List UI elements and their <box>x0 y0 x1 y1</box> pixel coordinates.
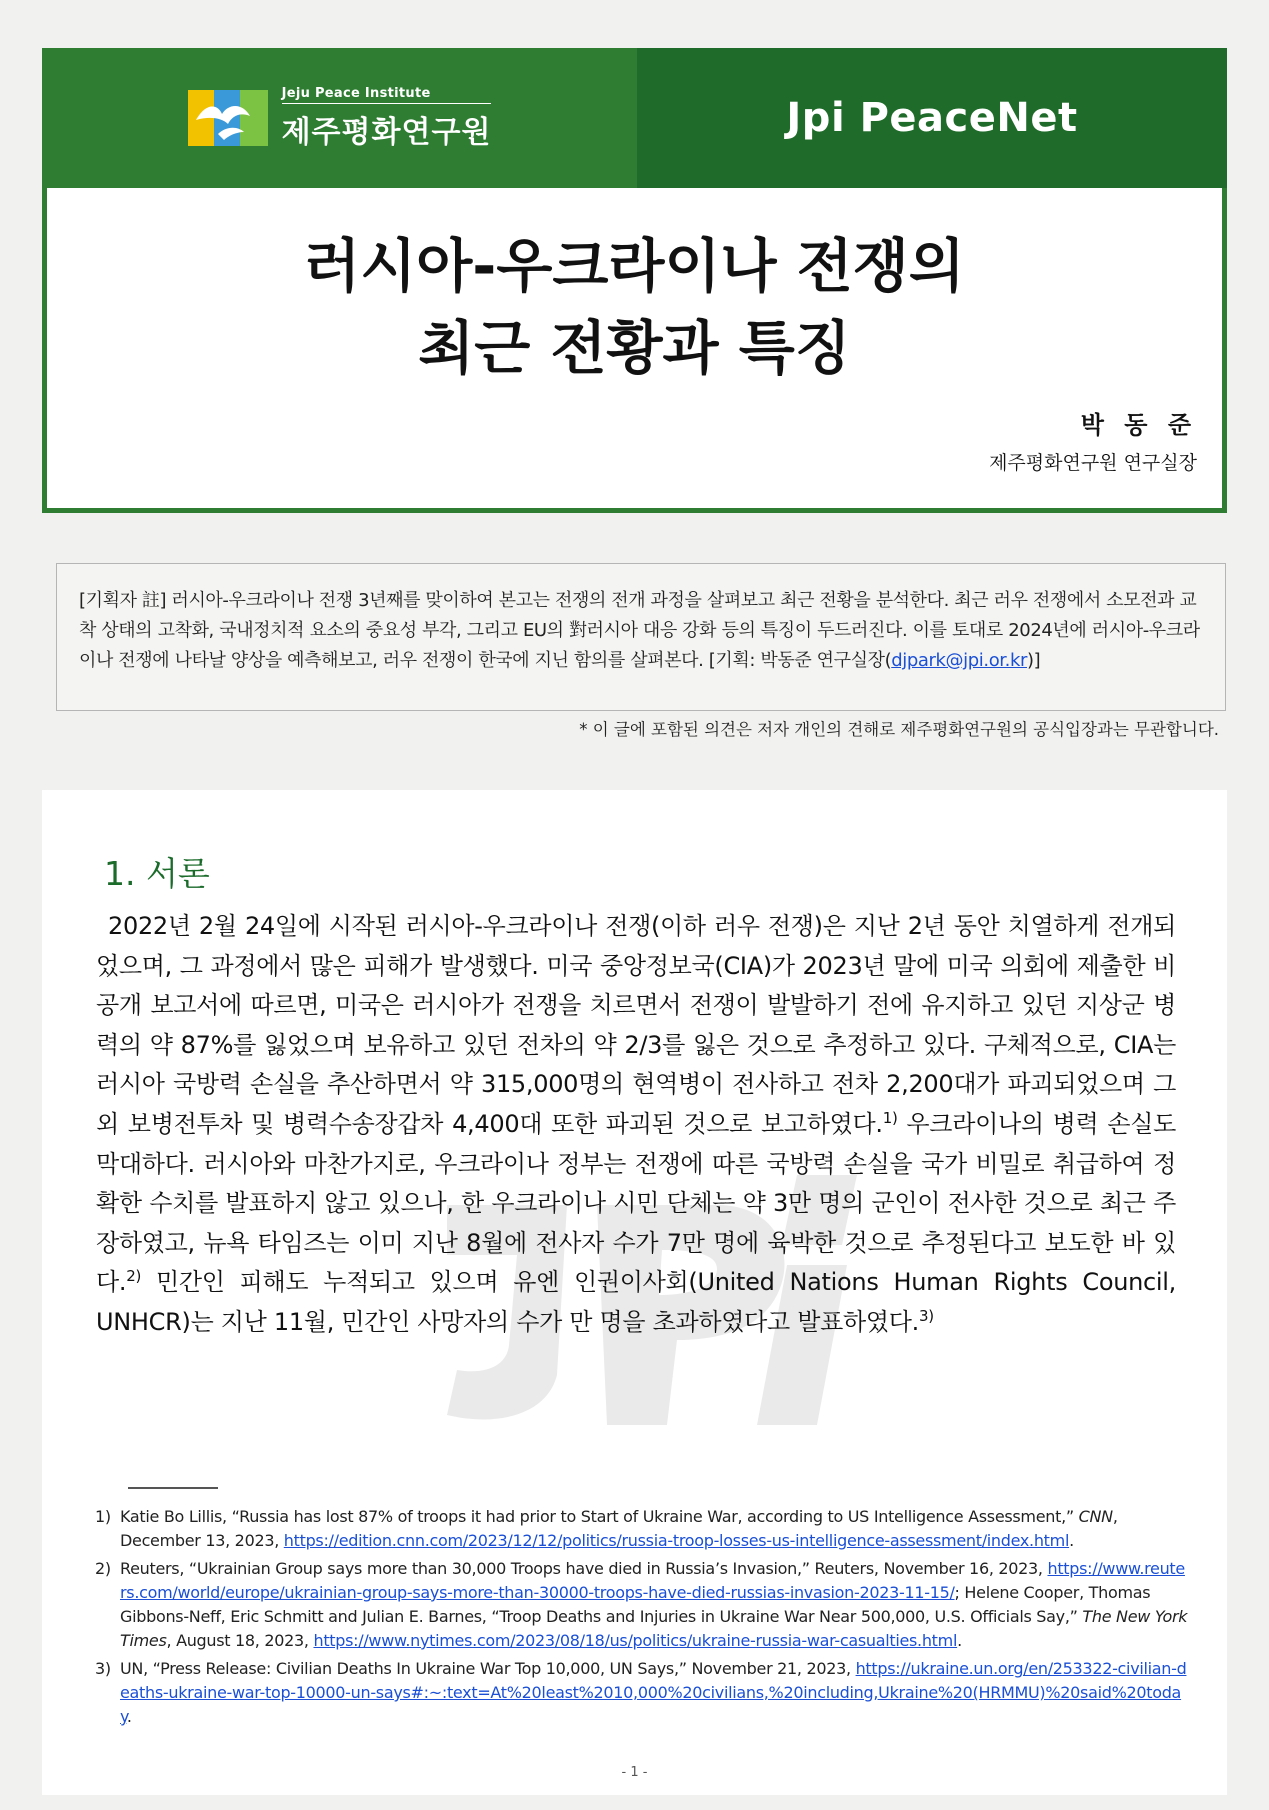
institute-name-en: Jeju Peace Institute <box>282 86 492 104</box>
footnote-item <box>95 1657 1190 1729</box>
footnote-source: The New York Times <box>120 1607 1188 1650</box>
footnote-item <box>95 1557 1190 1653</box>
footnote-link[interactable]: https://ukraine.un.org/en/253322-civilian-deaths-ukraine-war-top-10000-un-says#:~:text=At%20least%2010,000%20civilians,%20including,Ukraine%20(HRMMU)%20said%20today <box>120 1659 1187 1726</box>
footnote-ref-1[interactable]: 1) <box>882 1108 898 1127</box>
footnote-text: ; Helene Cooper, Thomas Gibbons-Neff, Eric Schmitt and Julian E. Barnes, “Troop Deaths and Injuries in Ukraine War Near 500,000, U.S. Officials Say,” <box>120 1583 1151 1626</box>
footnote-text: UN, “Press Release: Civilian Deaths In Ukraine War Top 10,000, UN Says,” November 21, 2023, <box>120 1659 856 1678</box>
footnote-number: 2) <box>95 1559 111 1578</box>
footnote-item <box>95 1505 1190 1553</box>
para-part-3: 민간인 피해도 누적되고 있으며 유엔 인권이사회(United Nations Human Rights Council, UNHCR)는 지난 11월, 민간인 사망자의 수가 만 명을 초과하였다고 발표하였다. <box>96 1268 1176 1336</box>
footnote-number: 1) <box>95 1507 111 1526</box>
footnote-link[interactable]: https://edition.cnn.com/2023/12/12/politics/russia-troop-losses-us-intelligence-assessment/index.html <box>283 1531 1070 1550</box>
main-content <box>42 790 1227 1795</box>
footnote-ref-3[interactable]: 3) <box>919 1306 934 1325</box>
editor-note-close: )] <box>1027 650 1041 671</box>
footnote-divider <box>128 1487 218 1489</box>
footnote-text: . <box>126 1707 132 1726</box>
footnote-text: , August 18, 2023, <box>166 1631 314 1650</box>
para-part-2: 우크라이나의 병력 손실도 막대하다. 러시아와 마찬가지로, 우크라이나 정부는 전쟁에 따른 국방력 손실을 국가 비밀로 취급하여 정확한 수치를 발표하지 않고 있으나, 한 우크라이나 시민 단체는 약 3만 명의 군인이 전사한 것으로 최근 주장하였고, 뉴욕 타임즈는 이미 지난 8월에 전사자 수가 7만 명에 육박한 것으로 추정된다고 보도한 바 있다. <box>96 1109 1176 1297</box>
peacenet-brand[interactable]: Jpi PeaceNet <box>786 95 1078 141</box>
title-line-1: 러시아-우크라이나 전쟁의 <box>304 232 965 300</box>
page-number: - 1 - <box>621 1765 648 1780</box>
footnote-link[interactable]: https://www.reuters.com/world/europe/ukrainian-group-says-more-than-30000-troops-have-died-russias-invasion-2023-11-15/ <box>120 1559 1185 1602</box>
footnote-text: Katie Bo Lillis, “Russia has lost 87% of troops it had prior to Start of Ukraine War, according to US Intelligence Assessment,” <box>120 1507 1079 1526</box>
header-bar <box>42 48 1227 188</box>
jpi-bird-logo-icon <box>188 90 268 146</box>
institute-logo[interactable] <box>42 48 637 188</box>
page-title <box>42 225 1227 389</box>
title-line-2: 최근 전황과 특징 <box>418 314 851 382</box>
para-part-1: 2022년 2월 24일에 시작된 러시아-우크라이나 전쟁(이하 러우 전쟁)은 지난 2년 동안 치열하게 전개되었으며, 그 과정에서 많은 피해가 발생했다. 미국 중앙정보국(CIA)가 2023년 말에 미국 의회에 제출한 비공개 보고서에 따르면, 미국은 러시아가 전쟁을 치르면서 전쟁이 발발하기 전에 유지하고 있던 지상군 병력의 약 87%를 잃었으며 보유하고 있던 전차의 약 2/3를 잃은 것으로 추정하고 있다. 구체적으로, CIA는 러시아 국방력 손실을 추산하면서 약 315,000명의 현역병이 전사하고 전차 2,200대가 파괴되었으며 그 외 보병전투차 및 병력수송장갑차 4,400대 또한 파괴된 것으로 보고하였다. <box>96 912 1176 1138</box>
intro-paragraph <box>96 907 1176 1343</box>
footnote-link[interactable]: https://www.nytimes.com/2023/08/18/us/politics/ukraine-russia-war-casualties.html <box>313 1631 958 1650</box>
footnote-source: CNN <box>1078 1507 1113 1526</box>
author-affiliation: 제주평화연구원 연구실장 <box>989 452 1197 474</box>
author-name: 박 동 준 <box>1080 411 1197 439</box>
footnote-ref-2[interactable]: 2) <box>126 1267 142 1286</box>
footnote-number: 3) <box>95 1659 111 1678</box>
footnote-text: Reuters, “Ukrainian Group says more than 30,000 Troops have died in Russia’s Invasion,” Reuters, November 16, 2023, <box>120 1559 1048 1578</box>
disclaimer: * 이 글에 포함된 의견은 저자 개인의 견해로 제주평화연구원의 공식입장과는 무관합니다. <box>579 720 1219 739</box>
editor-note-text: [기획자 註] 러시아-우크라이나 전쟁 3년째를 맞이하여 본고는 전쟁의 전개 과정을 살펴보고 최근 전황을 분석한다. 최근 러우 전쟁에서 소모전과 교착 상태의 고착화, 국내정치적 요소의 중요성 부각, 그리고 EU의 對러시아 대응 강화 등의 특징이 두드러진다. 이를 토대로 2024년에 러시아-우크라이나 전쟁에 나타날 양상을 예측해보고, 러우 전쟁이 한국에 지닌 함의를 살펴본다. [기획: 박동준 연구실장( <box>79 590 1200 671</box>
footnote-text: , December 13, 2023, <box>120 1507 1118 1550</box>
footnote-text: . <box>1069 1531 1074 1550</box>
section-title: 1. 서론 <box>104 854 210 893</box>
footnote-text: . <box>957 1631 962 1650</box>
footnotes <box>95 1505 1190 1733</box>
institute-name-ko: 제주평화연구원 <box>281 114 492 150</box>
editor-note <box>56 563 1226 711</box>
editor-email-link[interactable]: djpark@jpi.or.kr <box>891 650 1027 671</box>
